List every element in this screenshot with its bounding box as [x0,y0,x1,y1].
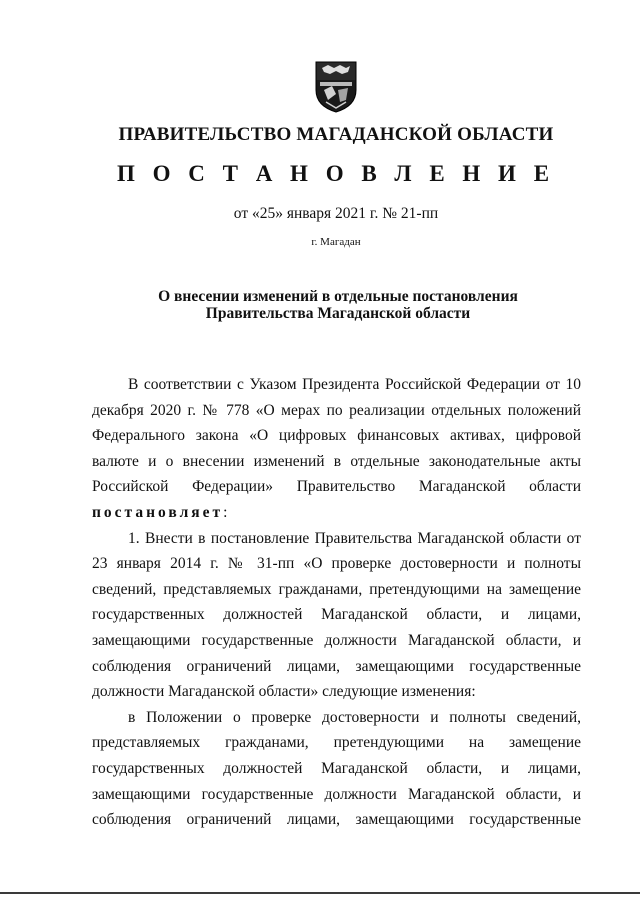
document-type: П О С Т А Н О В Л Е Н И Е [116,161,556,186]
item-1-paragraph: 1. Внести в постановление Правительства Магаданской области от 23 января 2014 г. № 31-пп «О проверке достоверности и полноты сведений, представляемых гражданами, претендующими на замещение государственных должностей Магаданской области, и лицами, замещающими государственные должности Магаданской области, и соблюдения ограничений лицами, замещающими государственные должности Магаданской области» следующие изменения: [92,529,581,701]
document-date-number: от «25» января 2021 г. № 21-пп [233,205,439,222]
preamble-colon: : [223,503,228,521]
item-1-sub-paragraph: в Положении о проверке достоверности и полноты сведений, представляемых гражданами, претендующими на замещение государственных должностей Магаданской области, и лицами, замещающими государственные должности Магаданской области, и соблюдения ограничений лицами, замещающими государственные [92,708,581,829]
subject-line-2: Правительства Магаданской области [205,305,471,322]
document-body [92,372,581,833]
coat-of-arms-emblem-icon [314,60,358,114]
page-bottom-edge [0,892,640,894]
government-title: ПРАВИТЕЛЬСТВО МАГАДАНСКОЙ ОБЛАСТИ [118,124,554,145]
preamble-text: В соответствии с Указом Президента Российской Федерации от 10 декабря 2020 г. № 778 «О мерах по реализации отдельных положений Федерального закона «О цифровых финансовых активах, цифровой валюте и о внесении изменений в отдельные законодательные акты Российской Федерации» Правительство Магаданской области [92,376,581,496]
preamble-keyword: постановляет [92,503,224,521]
document-subject [18,288,640,322]
preamble-paragraph [92,372,581,526]
document-city: г. Магадан [311,236,361,248]
subject-line-1: О внесении изменений в отдельные постановления [158,288,518,305]
